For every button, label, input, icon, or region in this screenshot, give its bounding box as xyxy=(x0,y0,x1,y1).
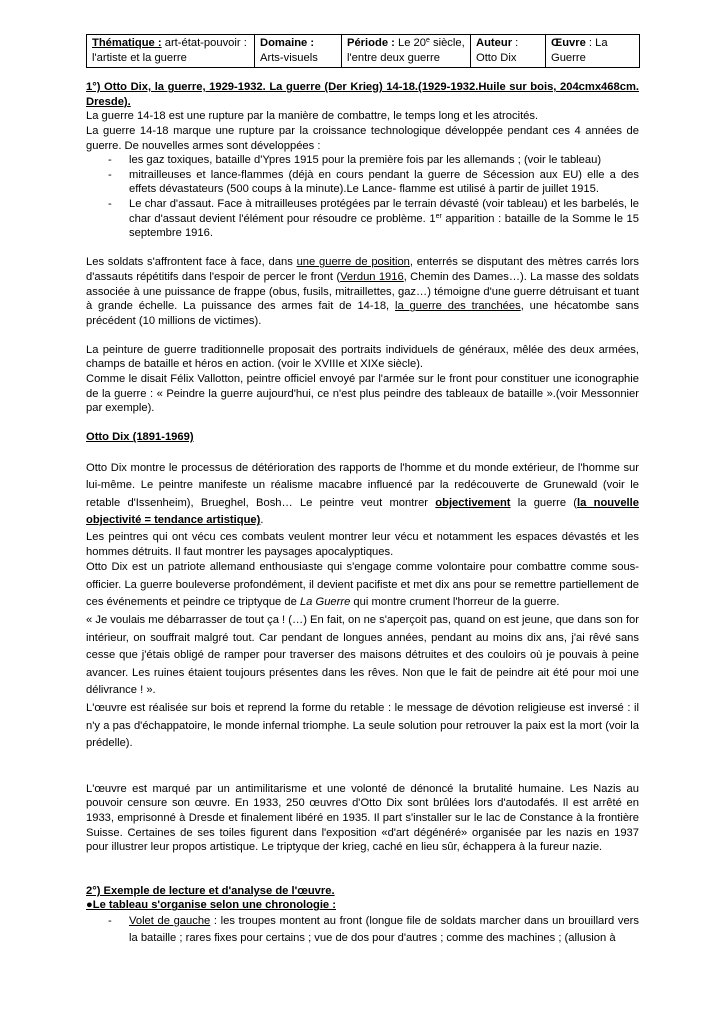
section1-title: 1°) Otto Dix, la guerre, 1929-1932. La guerre (Der Krieg) 14-18.(1929-1932.Huile sur bois, 204cmx468cm. Dresde). xyxy=(86,81,639,108)
domaine-value: Arts-visuels xyxy=(260,51,318,64)
header-table xyxy=(86,34,640,68)
chronology-list xyxy=(86,913,639,948)
list-item: - Volet de gauche : les troupes montent au front (longue file de soldats marcher dans un brouillard vers la bataille ; rares fixes pour certains ; vue de dos pour d'autres ; comme des machines ; (allusion à xyxy=(129,913,639,948)
thematique-value: art-état-pouvoir : l'artiste et la guerre xyxy=(92,37,247,64)
section2-title: 2°) Exemple de lecture et d'analyse de l'œuvre. xyxy=(86,884,335,897)
periode-cell: Période : Le 20e siècle, l'entre deux guerre xyxy=(342,35,471,68)
ottodix-paragraph: L'œuvre est réalisée sur bois et reprend la forme du retable : le message de dévotion religieuse est inversé : il n'y a pas d'échappatoire, le monde infernal triomphe. La seule solution pour retrouver la paix est la mort (voir la prédelle). xyxy=(86,701,639,750)
thematique-cell xyxy=(87,35,255,68)
ottodix-paragraph: Les peintres qui ont vécu ces combats veulent montrer leur vécu et notamment les espaces dévastés et les hommes détruits. Il faut montrer les paysages apocalyptiques. xyxy=(86,531,639,558)
auteur-label: Auteur xyxy=(476,37,513,49)
ottodix-paragraph: L'œuvre est marqué par un antimilitarisme et une volonté de dénoncé la brutalité humaine. Les Nazis au pouvoir censure son œuvre. En 1933, 250 œuvres d'Otto Dix sont brûlées lors d'autodafés. Il est arrêté en 1933, emprisonné à Dresde et finalement libéré en 1935. Il part s'installer sur le lac de Constance à la frontière Suisse. Certaines de ses toiles figurent dans l'exposition «d'art dégénéré» organisée par les nazis en 1937 pour illustrer leur propos artistique. Le triptyque der krieg, caché en lieu sûr, échappera à la fureur nazie. xyxy=(86,782,639,854)
ottodix-title: Otto Dix (1891-1969) xyxy=(86,431,194,444)
list-item: - les gaz toxiques, bataille d'Ypres 1915 pour la première fois par les allemands ; (voir le tableau) xyxy=(129,153,639,168)
ottodix-paragraph: Otto Dix est un patriote allemand enthousiaste qui s'engage comme volontaire pour combattre comme sous-officier. La guerre bouleverse profondément, il devient pacifiste et met dix ans pour se remettre partiellement de ces événements et peindre ce triptyque de La Guerre qui montre crument l'horreur de la guerre. xyxy=(86,561,639,609)
section1-paragraph: La guerre 14-18 est une rupture par la manière de combattre, le temps long et les atrocités. xyxy=(86,110,539,123)
ottodix-paragraph: Otto Dix montre le processus de détérioration des rapports de l'homme et du monde extérieur, de l'homme sur lui-même. Le peintre manifeste un réalisme macabre influencé par la redécouverte de Grunewald (voir le retable d'Issenheim), Brueghel, Bosh… Le peintre veut montrer objectivement la guerre (la nouvelle objectivité = tendance artistique). xyxy=(86,461,639,527)
section1-paragraph: Comme le disait Félix Vallotton, peintre officiel envoyé par l'armée sur le front pour constituer une iconographie de la guerre : « Peindre la guerre aujourd'hui, ce n'est plus peindre des tableaux de bataille ».(voir Messonnier par exemple). xyxy=(86,373,639,415)
thematique-label: Thématique : xyxy=(92,37,162,49)
ottodix-quote: « Je voulais me débarrasser de tout ça ! (…) En fait, on ne s'aperçoit pas, quand on est jeune, que dans son for intérieur, on souffrait malgré tout. Car pendant de longues années, pendant au moins dix ans, j'ai rêvé sans cesse que j'étais obligé de ramper pour traverser des maisons détruites et des couloirs où je pouvais à peine avancer. Les ruines étaient toujours présentes dans les rêves. Non que le fait de peindre ait été pour moi une délivrance ! ». xyxy=(86,613,639,697)
section2-subtitle: ●Le tableau s'organise selon une chronologie : xyxy=(86,899,336,912)
weapons-list xyxy=(86,153,639,241)
auteur-value: : Otto Dix xyxy=(476,37,519,64)
oeuvre-value: : La Guerre xyxy=(551,37,608,64)
section1-paragraph: Les soldats s'affrontent face à face, dans une guerre de position, enterrés se disputant des mètres carrés lors d'assauts répétitifs dans l'espoir de percer le front (Verdun 1916, Chemin des Dames…). La masse des soldats associée à une puissance de frappe (obus, fusils, mitraillettes, gaz…) témoigne d'une guerre détruisant et tuant à grande échelle. La puissance des armes fait de 14-18, la guerre des tranchées, une hécatombe sans précédent (10 millions de victimes). xyxy=(86,256,639,327)
periode-label: Période : xyxy=(347,37,395,49)
list-item: - mitrailleuses et lance-flammes (déjà en cours pendant la guerre de Sécession aux EU) elle a des effets dévastateurs (500 coups à la minute).Le Lance- flamme est utilisé à partir de juillet 1915. xyxy=(129,168,639,197)
oeuvre-cell xyxy=(546,35,640,68)
section1-paragraph: La peinture de guerre traditionnelle proposait des portraits individuels de généraux, mêlée des deux armées, champs de bataille et héros en action. (voir le XVIIIe et XIXe siècle). xyxy=(86,343,639,371)
oeuvre-label: Œuvre xyxy=(551,37,586,49)
auteur-cell xyxy=(471,35,546,68)
domaine-cell xyxy=(255,35,342,68)
domaine-label: Domaine : xyxy=(260,37,315,49)
list-item: - Le char d'assaut. Face à mitrailleuses protégées par le terrain dévasté (voir tableau) et les barbelés, le char d'assaut devient l'élément pour résoudre ce problème. 1er apparition : bataille de la Somme le 15 septembre 1916. xyxy=(129,197,639,241)
section1-paragraph: La guerre 14-18 marque une rupture par la croissance technologique développée pendant ces 4 années de guerre. De nouvelles armes sont développées : xyxy=(86,124,639,152)
